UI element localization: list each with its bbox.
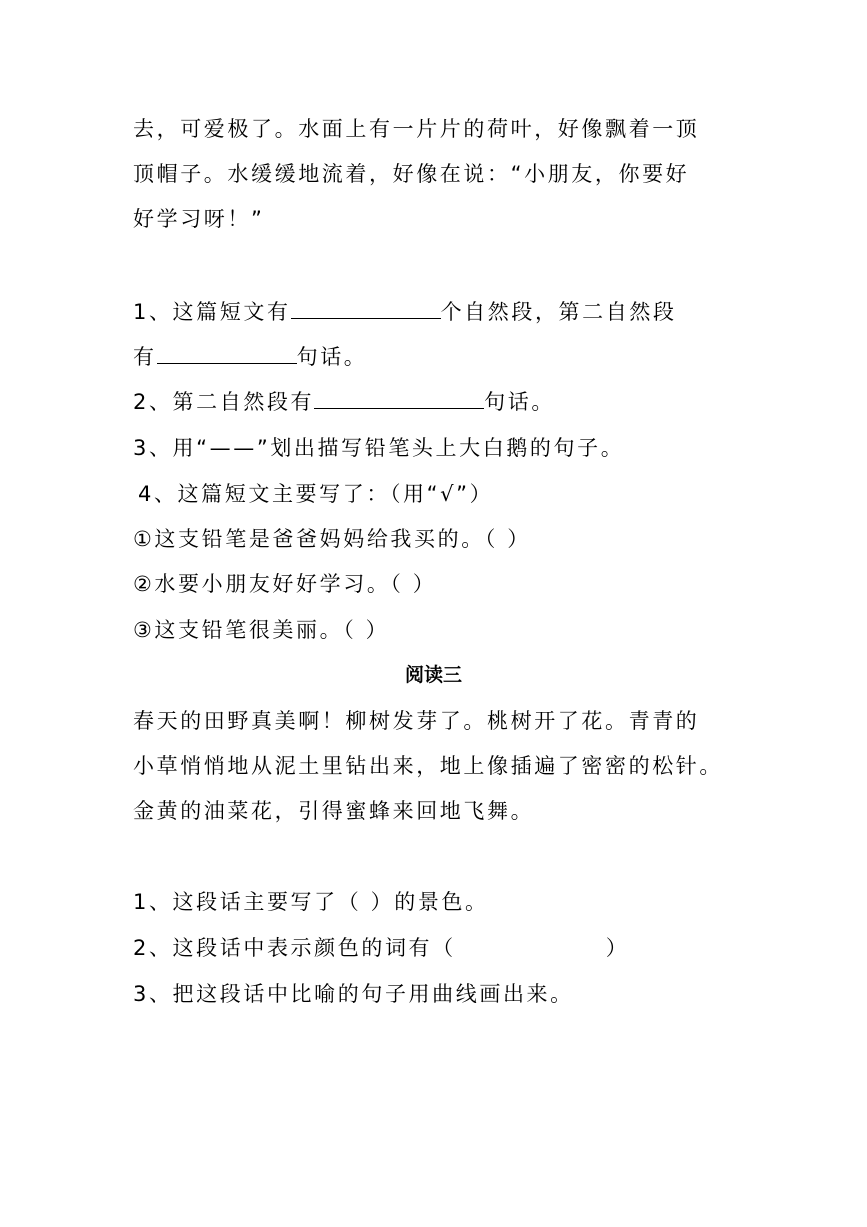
- question-4: 4、这篇短文主要写了：（用“√”）: [138, 482, 494, 506]
- option-1: ①这支铅笔是爸爸妈妈给我买的。（ ）: [133, 527, 531, 551]
- reading3-line-2: 小草悄悄地从泥土里钻出来，地上像插遍了密密的松针。: [133, 754, 723, 778]
- question-1-line-2: [133, 342, 367, 372]
- reading3-question-2-text-b: ）: [605, 936, 630, 960]
- reading3-line-1: 春天的田野真美啊！柳树发芽了。桃树开了花。青青的: [133, 709, 700, 733]
- question-1-text-b: 个自然段，第二自然段: [440, 300, 677, 324]
- answer-blank-sentence-count-1[interactable]: [157, 343, 297, 364]
- question-3: 3、用“——”划出描写铅笔头上大白鹅的句子。: [133, 436, 625, 460]
- answer-blank-sentence-count-2[interactable]: [314, 388, 484, 409]
- question-2-text-a: 2、第二自然段有: [133, 390, 315, 414]
- reading3-line-3: 金黄的油菜花，引得蜜蜂来回地飞舞。: [133, 799, 535, 823]
- passage-line-2: 顶帽子。水缓缓地流着，好像在说：“小朋友，你要好: [133, 162, 690, 186]
- passage-line-3: 好学习呀！”: [133, 207, 265, 231]
- answer-blank-paragraph-count[interactable]: [291, 298, 441, 319]
- reading3-question-3: 3、把这段话中比喻的句子用曲线画出来。: [133, 982, 574, 1006]
- question-1-line-1: [133, 297, 677, 327]
- section-title: 阅读三: [404, 664, 462, 686]
- option-3: ③这支铅笔很美丽。（ ）: [133, 618, 390, 642]
- question-1-text-d: 句话。: [296, 345, 368, 369]
- option-2: ②水要小朋友好好学习。（ ）: [133, 572, 437, 596]
- question-2-text-b: 句话。: [484, 390, 555, 414]
- question-1-text-c: 有: [133, 345, 157, 369]
- reading3-question-2: [133, 933, 629, 963]
- question-2: [133, 387, 555, 417]
- reading3-question-1: 1、这段话主要写了（ ）的景色。: [133, 890, 489, 914]
- passage-line-1: 去，可爱极了。水面上有一片片的荷叶，好像飘着一顶: [133, 117, 700, 141]
- question-1-text-a: 1、这篇短文有: [133, 300, 291, 324]
- reading3-question-2-text-a: 2、这段话中表示颜色的词有（: [133, 936, 456, 960]
